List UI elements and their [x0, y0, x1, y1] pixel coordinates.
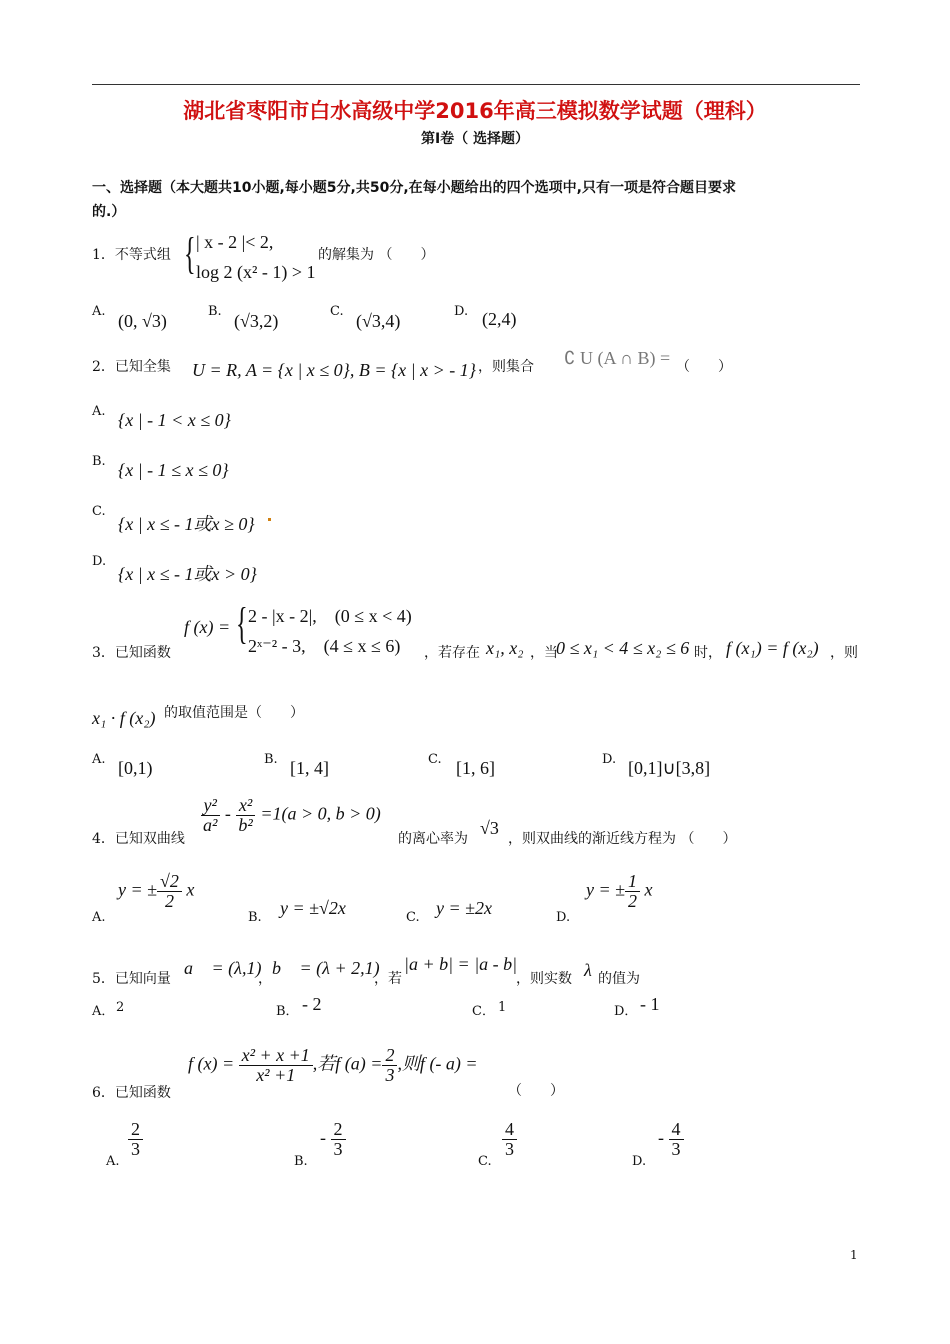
q3-line2-expr: x₁ · f (x₂) — [92, 708, 156, 728]
q3-mid4: ，则 — [830, 645, 858, 661]
q5-option-c: 1 — [498, 1000, 507, 1015]
q3-mid3: 时， — [694, 645, 722, 661]
q4-frac-y-den: a² — [203, 814, 218, 835]
q2-option-c: {x | x ≤ - 1或x ≥ 0} — [118, 514, 255, 534]
q3-option-b: [1, 4] — [290, 758, 329, 778]
q1-stem: 1．不等式组 — [92, 247, 171, 263]
q1-tail: 的解集为 （ ） — [318, 247, 435, 263]
q3-mid1: ，若存在 — [424, 645, 480, 661]
q1-system-row1: | x - 2 |< 2, — [196, 232, 274, 252]
q2-complement-expr: ∁ U (A ∩ B) = — [564, 348, 671, 368]
q6-option-b-num: 2 — [331, 1120, 346, 1140]
q3-equation: f (x₁) = f (x₂) — [726, 638, 819, 658]
page-number: 1 — [850, 1248, 858, 1262]
q6-function — [188, 1046, 478, 1085]
q3-line2-tail: 的取值范围是（ ） — [164, 705, 304, 721]
q6-option-a-num: 2 — [128, 1120, 143, 1140]
q4-option-d-den: 2 — [628, 890, 638, 911]
q5-option-a: 2 — [116, 1000, 125, 1015]
q4-option-c-label: C. — [406, 910, 420, 925]
q6-frac-den: x² +1 — [256, 1064, 296, 1085]
q6-option-d-label: D. — [632, 1154, 647, 1169]
q6-tail: ,则f (- a) = — [397, 1053, 478, 1074]
q4-eccentricity: √3 — [480, 818, 499, 838]
q4-option-a-num: √2 — [157, 872, 182, 892]
q4-option-b: y = ±√2x — [280, 898, 346, 918]
q4-frac-y-num: y² — [201, 796, 220, 816]
q3-option-b-label: B. — [264, 752, 278, 767]
q4-option-c: y = ±2x — [436, 898, 493, 918]
q5-option-b-label: B． — [276, 1004, 299, 1019]
section-instruction-line1: 一、选择题（本大题共10小题,每小题5分,共50分,在每小题给出的四个选项中,只有一项是符合题目要求 — [92, 180, 736, 196]
q6-option-c-den: 3 — [505, 1138, 514, 1159]
q3-option-c-label: C. — [428, 752, 442, 767]
q4-stem: 4．已知双曲线 — [92, 831, 185, 847]
q6-frac-num: x² + x +1 — [239, 1046, 313, 1066]
q4-option-a — [118, 872, 194, 911]
q1-option-b: (√3,2) — [234, 311, 279, 331]
q6-option-b-label: B. — [294, 1154, 308, 1169]
q4-tail2: ，则双曲线的渐近线方程为 （ ） — [508, 831, 737, 847]
q6-option-b — [320, 1120, 346, 1159]
q6-f-lhs: f (x) = — [188, 1053, 235, 1074]
page-subtitle: 第Ⅰ卷（ 选择题） — [420, 131, 530, 147]
q6-option-d-den: 3 — [671, 1138, 681, 1159]
q2-option-d: {x | x ≤ - 1或x > 0} — [118, 564, 257, 584]
q3-case1: 2 - |x - 2|, (0 ≤ x < 4) — [248, 606, 412, 626]
q4-option-d-pre: y = ± — [586, 879, 626, 900]
q1-system-row2: log 2 (x² - 1) > 1 — [196, 262, 316, 282]
section-instruction-line2: 的.） — [92, 204, 126, 220]
q2-tail: ，则集合 — [478, 359, 534, 375]
q5-option-b: - 2 — [302, 994, 322, 1014]
q3-option-a: [0,1) — [118, 758, 153, 778]
q6-option-c-num: 4 — [502, 1120, 517, 1140]
q6-option-b-den: 3 — [333, 1138, 343, 1159]
q4-tail1: 的离心率为 — [398, 831, 468, 847]
q4-frac-x — [235, 796, 255, 835]
q1-option-c-label: C. — [330, 304, 344, 319]
q6-option-a-label: A. — [106, 1154, 120, 1169]
q6-option-d — [658, 1120, 684, 1159]
q1-brace: { — [184, 229, 196, 278]
q5-option-a-label: A． — [92, 1004, 115, 1019]
q4-hyperbola-equation — [200, 796, 381, 835]
stray-dot — [268, 518, 271, 521]
q3-mid2: ，当 — [530, 645, 558, 661]
q3-option-c: [1, 6] — [456, 758, 495, 778]
header-rule — [92, 84, 860, 85]
q3-case2: 2ˣ⁻² - 3, (4 ≤ x ≤ 6) — [248, 636, 401, 656]
q6-paren: （ ） — [508, 1083, 564, 1099]
q2-option-b-label: B. — [92, 454, 106, 469]
q5-tail: ，则实数 — [516, 971, 572, 987]
q3-condition: 0 ≤ x₁ < 4 ≤ x₂ ≤ 6 — [556, 638, 690, 658]
q4-option-a-den: 2 — [164, 890, 174, 911]
q4-option-d-label: D. — [556, 910, 571, 925]
q6-option-a-den: 3 — [131, 1138, 140, 1159]
q6-stem: 6．已知函数 — [92, 1085, 171, 1101]
q4-frac-y — [200, 796, 220, 835]
q4-option-d-num: 1 — [625, 872, 640, 892]
q1-option-a: (0, √3) — [118, 311, 167, 331]
q4-minus: - — [224, 803, 231, 824]
q4-option-a-post: x — [186, 879, 195, 900]
q2-option-b: {x | - 1 ≤ x ≤ 0} — [118, 460, 229, 480]
q5-stem: 5．已知向量 — [92, 971, 171, 987]
q4-option-d-post: x — [644, 879, 653, 900]
q6-mid: ,若f (a) = — [312, 1053, 383, 1074]
q1-option-b-label: B. — [208, 304, 222, 319]
q3-option-d: [0,1]∪[3,8] — [628, 758, 711, 778]
q4-option-a-label: A. — [92, 910, 106, 925]
q5-vector-b: b⃗ = (λ + 2,1) — [272, 958, 380, 978]
q6-value-num: 2 — [382, 1046, 397, 1066]
q1-option-d: (2,4) — [482, 309, 517, 329]
q6-option-d-sign: - — [658, 1127, 664, 1148]
q5-lambda: λ — [584, 960, 592, 980]
q6-option-c — [502, 1120, 517, 1159]
q5-tail2: 的值为 — [598, 971, 640, 987]
q2-option-d-label: D. — [92, 554, 107, 569]
q3-brace: { — [236, 599, 248, 648]
q2-option-a: {x | - 1 < x ≤ 0} — [118, 410, 231, 430]
q4-option-a-pre: y = ± — [118, 879, 158, 900]
q4-frac-x-num: x² — [236, 796, 255, 816]
q6-option-d-num: 4 — [669, 1120, 684, 1140]
q5-option-d: - 1 — [640, 994, 660, 1014]
q3-option-d-label: D. — [602, 752, 617, 767]
q2-option-a-label: A. — [92, 404, 106, 419]
q2-expr: U = R, A = {x | x ≤ 0}, B = {x | x > - 1} — [192, 360, 476, 380]
q3-f-lhs: f (x) = — [184, 617, 231, 637]
q2-paren: （ ） — [676, 359, 732, 375]
q5-sep: ， — [258, 971, 272, 987]
q6-value-den: 3 — [385, 1064, 395, 1085]
q5-option-d-label: D． — [614, 1004, 638, 1019]
q1-option-c: (√3,4) — [356, 311, 401, 331]
q5-vector-a: a⃗ = (λ,1) — [184, 958, 262, 978]
q3-vars: x₁, x₂ — [486, 638, 524, 658]
q1-option-d-label: D. — [454, 304, 469, 319]
q6-option-a — [128, 1120, 143, 1159]
q3-option-a-label: A. — [92, 752, 106, 767]
q6-option-c-label: C. — [478, 1154, 492, 1169]
q5-condition: |a + b| = |a - b| — [404, 954, 518, 974]
q3-stem: 3．已知函数 — [92, 645, 171, 661]
q2-option-c-label: C. — [92, 504, 106, 519]
q4-frac-x-den: b² — [238, 814, 253, 835]
page-title: 湖北省枣阳市白水高级中学2016年高三模拟数学试题（理科） — [183, 99, 767, 123]
q4-option-d — [586, 872, 653, 911]
q4-rest: =1(a > 0, b > 0) — [260, 803, 381, 824]
q5-mid: ，若 — [374, 971, 402, 987]
q5-option-c-label: C． — [472, 1004, 495, 1019]
q6-option-b-sign: - — [320, 1127, 326, 1148]
q1-option-a-label: A. — [92, 304, 106, 319]
q2-stem: 2．已知全集 — [92, 359, 171, 375]
q4-option-b-label: B. — [248, 910, 262, 925]
